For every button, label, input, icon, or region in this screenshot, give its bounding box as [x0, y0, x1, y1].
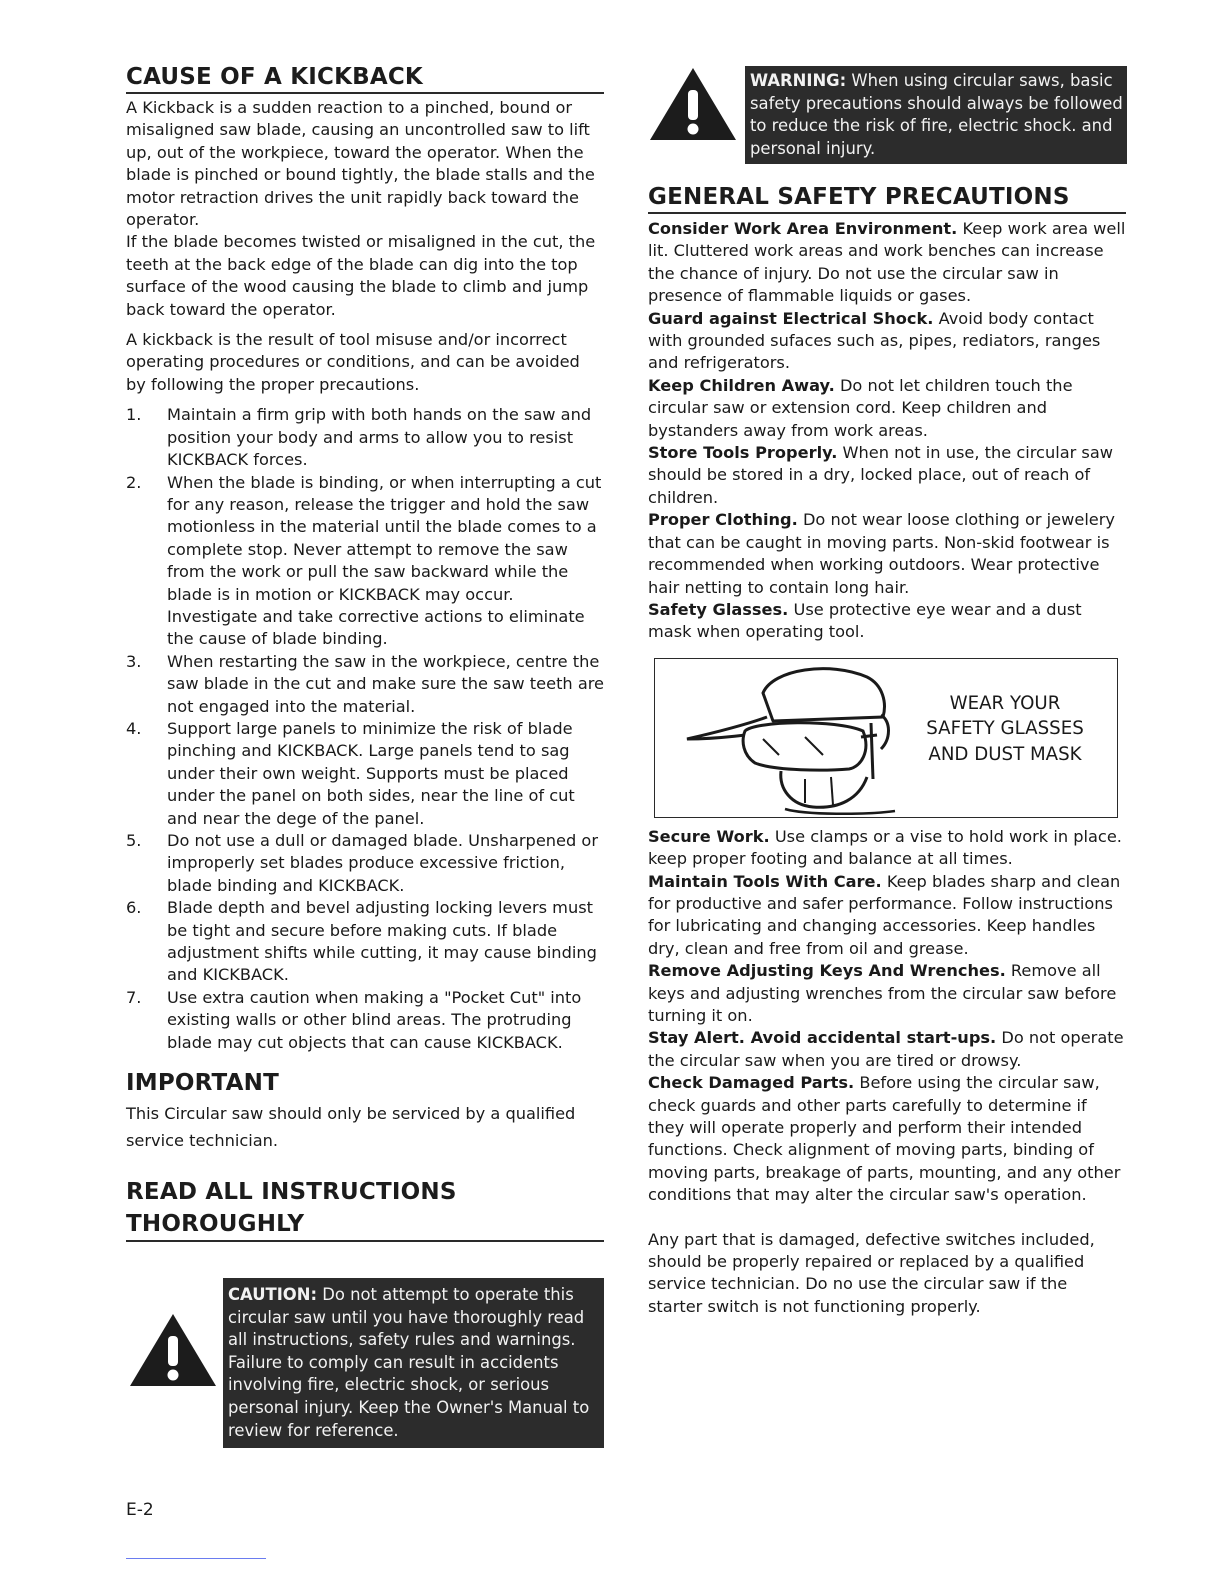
list-item: 1. Maintain a firm grip with both hands on the saw and position your body and arms to allow you to resist KICKBACK forces.: [126, 405, 592, 470]
caution-text: Do not attempt to operate this circular saw until you have thoroughly read all instructions, safety rules and warnings. Failure to comply can result in accidents involving fire, electric shock, or serious personal injury. Keep the Owner's Manual to review for reference.: [228, 1285, 590, 1440]
list-item: 2. When the blade is binding, or when interrupting a cut for any reason, release the trigger and hold the saw motionless in the material until the blade comes to a complete stop. Never attempt to remove the saw from the work or pull the saw backward while the blade is in motion or KICKBACK may occur. Investigate and take corrective actions to eliminate the cause of blade binding.: [126, 472, 602, 649]
kickback-list: [126, 404, 604, 1054]
rule: Stay Alert. Avoid accidental start-ups. Do not operate the circular saw when you are tired or drowsy.: [648, 1028, 1124, 1070]
warning-label: WARNING:: [750, 71, 847, 90]
general-rules: [648, 218, 1126, 644]
rule: Guard against Electrical Shock. Avoid body contact with grounded sufaces such as, pipes, rediators, ranges and refrigerators.: [648, 308, 1101, 373]
right-column: [648, 62, 1126, 1318]
rule: Consider Work Area Environment. Keep work area well lit. Cluttered work areas and work benches can increase the chance of injury. Do not use the circular saw in presence of flammable liquids or gases.: [648, 219, 1126, 306]
warning-triangle-icon: [648, 66, 738, 142]
kickback-para-1: A Kickback is a sudden reaction to a pinched, bound or misaligned saw blade, causing an uncontrolled saw to lift up, out of the workpiece, toward the operator. When the blade is pinched or bound tightly, the blade stalls and the motor retraction drives the unit rapidly back toward the operator.: [126, 98, 595, 230]
page-number: E-2: [126, 1500, 154, 1520]
closing-text: Any part that is damaged, defective switches included, should be properly repaired or replaced by a qualified service technician. Do no use the circular saw if the starter switch is not functioning properly.: [648, 1229, 1095, 1316]
warning-box: [745, 66, 1127, 164]
list-item: 4. Support large panels to minimize the risk of blade pinching and KICKBACK. Large panels tend to sag under their own weight. Supports must be placed under the panel on both sides, near the line of cut and near the dege of the panel.: [126, 718, 575, 828]
footer-rule: [126, 1558, 266, 1559]
caution-box: [223, 1278, 604, 1448]
list-item: 5. Do not use a dull or damaged blade. Unsharpened or improperly set blades produce excessive friction, blade binding and KICKBACK.: [126, 831, 598, 895]
safety-glasses-illustration: [654, 658, 1118, 818]
list-item: 6. Blade depth and bevel adjusting locking levers must be tight and secure before making cuts. If blade adjustment shifts while cutting, it may cause binding and KICKBACK.: [126, 898, 597, 985]
rule: Secure Work. Use clamps or a vise to hold work in place.: [648, 826, 1122, 846]
safety-glasses-caption: WEAR YOUR SAFETY GLASSES AND DUST MASK: [926, 692, 1084, 765]
important-heading: IMPORTANT: [126, 1070, 279, 1097]
rule: keep proper footing and balance at all times.: [648, 849, 1013, 869]
left-column: [126, 62, 604, 1450]
important-text: This Circular saw should only be serviced by a qualified service technician.: [126, 1104, 576, 1151]
general-heading: GENERAL SAFETY PRECAUTIONS: [648, 182, 1126, 214]
goggles-mask-icon: [655, 659, 905, 815]
rule: Keep Children Away. Do not let children touch the circular saw or extension cord. Keep children and bystanders away from work areas.: [648, 375, 1073, 440]
list-item: 3. When restarting the saw in the workpiece, centre the saw blade in the cut and make sure the saw teeth are not engaged into the material.: [126, 651, 605, 716]
list-item: 7. Use extra caution when making a "Pocket Cut" into existing walls or other blind areas. The protruding blade may cut objects that can cause KICKBACK.: [126, 987, 582, 1052]
rule: Remove Adjusting Keys And Wrenches. Remove all keys and adjusting wrenches from the circular saw before turning it on.: [648, 961, 1117, 1025]
rule: Safety Glasses. Use protective eye wear and a dust mask when operating tool.: [648, 599, 1082, 642]
warning-block: [648, 62, 1126, 172]
kickback-para-2: If the blade becomes twisted or misaligned in the cut, the teeth at the back edge of the blade can dig into the top surface of the wood causing the blade to climb and jump back toward the operator.: [126, 232, 596, 319]
rule: Store Tools Properly. When not in use, the circular saw should be stored in a dry, locked place, out of reach of children.: [648, 443, 1114, 507]
rule: Maintain Tools With Care. Keep blades sharp and clean for productive and safer performance. Follow instructions for lubricating and changing accessories. Keep handles dry, clean and free from oil and grease.: [648, 871, 1121, 958]
caution-label: CAUTION:: [228, 1285, 318, 1305]
read-all-heading: READ ALL INSTRUCTIONS THOROUGHLY: [126, 1176, 604, 1242]
warning-triangle-icon: [128, 1312, 218, 1388]
general-rules-2: [648, 826, 1126, 1207]
warning-text: When using circular saws, basic safety precautions should always be followed to reduce the risk of fire, electric shock. and personal injury.: [750, 71, 1123, 158]
caution-block: [126, 1278, 604, 1450]
rule: Check Damaged Parts. Before using the circular saw, check guards and other parts carefully to determine if they will operate properly and perform their intended functions. Check alignment of moving parts, binding of moving parts, breakage of parts, mounting, and any other conditions that may alter the circular saw's operation.: [648, 1073, 1121, 1205]
kickback-heading: CAUSE OF A KICKBACK: [126, 62, 604, 94]
kickback-para-3: A kickback is the result of tool misuse and/or incorrect operating procedures or conditions, and can be avoided by following the proper precautions.: [126, 330, 580, 394]
rule: Proper Clothing. Do not wear loose clothing or jewelery that can be caught in moving parts. Non-skid footwear is recommended when working outdoors. Wear protective hair netting to contain long hair.: [648, 510, 1116, 597]
